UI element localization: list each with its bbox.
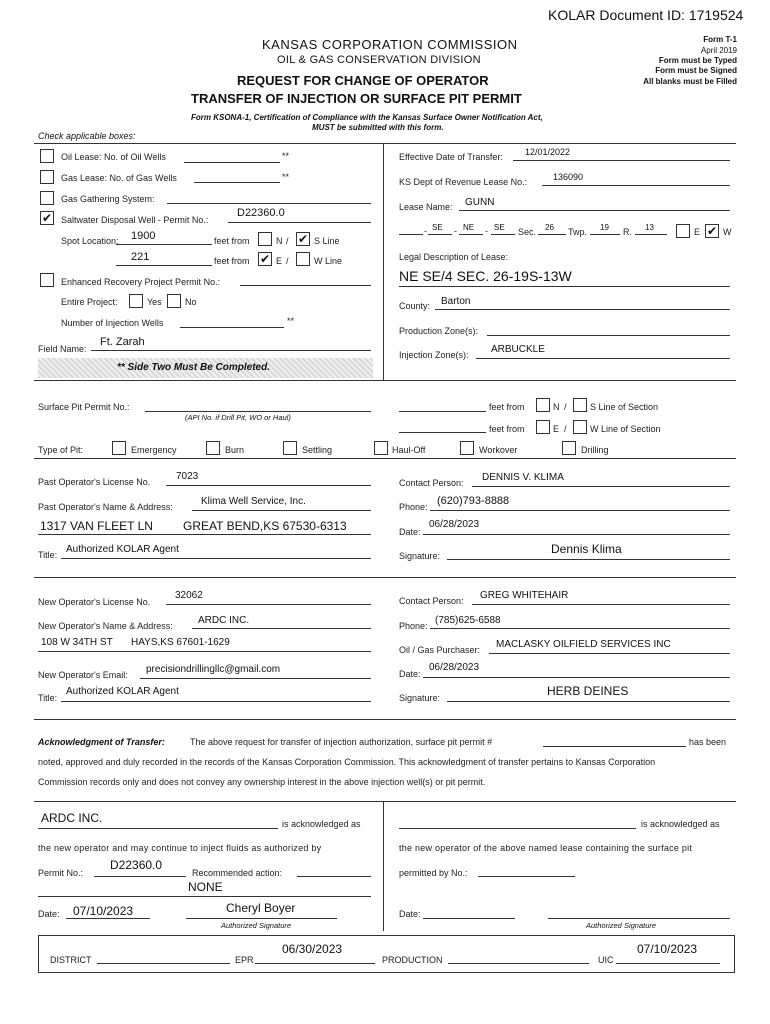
pit-feet-from-1: feet from [489, 402, 525, 412]
ack-permit-value: D22360.0 [110, 858, 163, 872]
past-signature: Dennis Klima [551, 542, 622, 556]
new-city: HAYS,KS 67601-1629 [131, 637, 230, 648]
ack-has-been: has been [689, 737, 727, 747]
surface-pit-line[interactable] [145, 411, 371, 412]
n-sep: / [286, 236, 289, 246]
pit-ft-2-line[interactable] [399, 432, 486, 433]
feet-from-2: feet from [214, 256, 250, 266]
past-phone-line[interactable] [430, 510, 730, 511]
ack-auth-sig-right: Authorized Signature [586, 921, 657, 930]
epr-line[interactable] [255, 963, 375, 964]
num-inj-wells-label: Number of Injection Wells [61, 318, 164, 328]
r-label: R. [623, 227, 632, 237]
field-name-value: Ft. Zarah [100, 336, 145, 348]
past-sig-line[interactable] [447, 559, 730, 560]
new-contact-line[interactable] [472, 604, 730, 605]
form-title-1: REQUEST FOR CHANGE OF OPERATOR [237, 73, 489, 88]
new-sig-label: Signature: [399, 693, 441, 703]
ack-left-is-ack: is acknowledged as [282, 819, 361, 829]
form-signed: Form must be Signed [655, 66, 737, 75]
r-line[interactable] [635, 234, 667, 235]
ack-permit-line[interactable] [543, 746, 686, 747]
new-contact-value: GREG WHITEHAIR [480, 590, 569, 601]
division-name: OIL & GAS CONSERVATION DIVISION [277, 54, 481, 66]
q1-value: SE [432, 223, 443, 232]
n-label: N [276, 236, 283, 246]
e-range-label: E [694, 227, 701, 237]
past-address-line[interactable] [38, 534, 371, 535]
lease-name-label: Lease Name: [399, 202, 453, 212]
enhanced-label: Enhanced Recovery Project Permit No.: [61, 277, 221, 287]
q0-line[interactable] [399, 234, 423, 235]
ksona-note-2: MUST be submitted with this form. [312, 123, 444, 132]
entire-project-label: Entire Project: [61, 297, 118, 307]
ack-text-3: Commission records only and does not convey any ownership interest in the above injection well(s) or pit permit. [38, 777, 486, 787]
new-purchaser-value: MACLASKY OILFIELD SERVICES INC [496, 639, 671, 650]
county-line[interactable] [435, 309, 730, 310]
ack-sig-right-line[interactable] [548, 918, 730, 919]
lease-name-line[interactable] [459, 210, 730, 211]
agency-name: KANSAS CORPORATION COMMISSION [262, 37, 518, 52]
ack-sig-left-line[interactable] [186, 918, 337, 919]
spot-ft-1: 1900 [131, 230, 156, 242]
q3-line[interactable] [491, 234, 515, 235]
past-license-label: Past Operator's License No. [38, 477, 151, 487]
new-signature: HERB DEINES [547, 684, 629, 698]
pit-feet-from-2: feet from [489, 424, 525, 434]
pit-sep-2: / [564, 424, 567, 434]
district-line[interactable] [97, 963, 230, 964]
ack-date-label-left: Date: [38, 909, 60, 919]
new-license-line[interactable] [166, 604, 371, 605]
gas-lease-checkbox[interactable] [40, 170, 54, 184]
w-line-label: W Line [314, 256, 343, 266]
e-checkbox[interactable]: ✔ [259, 252, 271, 266]
gas-gathering-checkbox[interactable] [40, 191, 54, 205]
ks-dept-line[interactable] [542, 185, 730, 186]
s-line-label: S Line [314, 236, 340, 246]
new-name-line[interactable] [192, 628, 371, 629]
emergency-label: Emergency [131, 445, 177, 455]
e-sep: / [286, 256, 289, 266]
spot-ft-2-line[interactable] [116, 265, 212, 266]
field-name-line[interactable] [91, 350, 371, 351]
production-line[interactable] [448, 963, 589, 964]
pit-w-label: W Line of Section [590, 424, 661, 434]
ack-auth-sig-left: Authorized Signature [221, 921, 292, 930]
w-range-label: W [723, 227, 732, 237]
new-title-value: Authorized KOLAR Agent [66, 686, 179, 697]
gas-wells-line[interactable] [194, 182, 280, 183]
gas-stars: ** [282, 172, 290, 182]
ack-right-text: the new operator of the above named lease containing the surface pit [399, 843, 693, 853]
no-label: No [185, 297, 197, 307]
sec-line[interactable] [538, 234, 566, 235]
oil-lease-label: Oil Lease: No. of Oil Wells [61, 152, 166, 162]
form-blanks: All blanks must be Filled [643, 77, 737, 86]
twp-value: 19 [600, 223, 609, 232]
s-checkbox[interactable]: ✔ [297, 232, 309, 246]
routing-box [38, 935, 735, 973]
ack-left-text: the new operator and may continue to inject fluids as authorized by [38, 843, 322, 853]
uic-date: 07/10/2023 [637, 942, 698, 956]
feet-from-1: feet from [214, 236, 250, 246]
past-license-line[interactable] [166, 485, 371, 486]
side-two-note: ** Side Two Must Be Completed. [117, 362, 270, 373]
ack-text-2: noted, approved and duly recorded in the records of the Kansas Corporation Commission. This acknowledgment of transfer pertains to Kansas Corporation [38, 757, 656, 767]
inj-stars: ** [287, 316, 295, 326]
w-checkbox[interactable] [296, 252, 310, 266]
form-number: Form T-1 [703, 35, 737, 44]
no-checkbox[interactable] [167, 294, 181, 308]
new-phone-value: (785)625-6588 [435, 615, 501, 626]
ks-dept-value: 136090 [553, 172, 584, 182]
divider-center [383, 143, 384, 380]
new-purchaser-line[interactable] [489, 653, 730, 654]
swd-checkbox[interactable]: ✔ [41, 211, 53, 225]
past-license-value: 7023 [176, 471, 199, 482]
ack-date-left-line[interactable] [66, 918, 150, 919]
county-label: County: [399, 301, 431, 311]
eff-date-label: Effective Date of Transfer: [399, 152, 503, 162]
e-label: E [276, 256, 283, 266]
ack-none: NONE [188, 880, 223, 894]
gas-gathering-line[interactable] [167, 203, 371, 204]
drilling-checkbox[interactable] [562, 441, 576, 455]
uic-line[interactable] [616, 963, 720, 964]
past-city: GREAT BEND,KS 67530-6313 [183, 519, 347, 533]
past-contact-label: Contact Person: [399, 478, 464, 488]
swd-label: Saltwater Disposal Well - Permit No.: [61, 215, 209, 225]
q1-line[interactable] [428, 234, 452, 235]
emergency-checkbox[interactable] [112, 441, 126, 455]
pit-e-label: E [553, 424, 560, 434]
dash-2: - [454, 226, 457, 236]
inj-zone-value: ARBUCKLE [491, 344, 545, 355]
production-label: PRODUCTION [382, 955, 443, 965]
new-name-value: ARDC INC. [198, 615, 250, 626]
enhanced-checkbox[interactable] [40, 273, 54, 287]
ack-rec-action-line[interactable] [297, 876, 371, 877]
pit-w-checkbox[interactable] [573, 420, 587, 434]
n-checkbox[interactable] [258, 232, 272, 246]
past-contact-value: DENNIS V. KLIMA [482, 472, 564, 483]
past-title-label: Title: [38, 550, 58, 560]
past-title-line[interactable] [61, 558, 371, 559]
prod-zone-label: Production Zone(s): [399, 326, 479, 336]
past-date-value: 06/28/2023 [429, 519, 480, 530]
ks-dept-label: KS Dept of Revenue Lease No.: [399, 177, 528, 187]
dash-3: - [485, 226, 488, 236]
gas-gathering-label: Gas Gathering System: [61, 194, 155, 204]
ack-date-right-line[interactable] [423, 918, 515, 919]
epr-date: 06/30/2023 [282, 942, 343, 956]
past-phone-value: (620)793-8888 [437, 495, 510, 507]
past-contact-line[interactable] [472, 486, 730, 487]
w-range-checkbox[interactable]: ✔ [706, 224, 718, 238]
form-title-2: TRANSFER OF INJECTION OR SURFACE PIT PERMIT [191, 91, 522, 106]
e-range-checkbox[interactable] [676, 224, 690, 238]
yes-label: Yes [147, 297, 162, 307]
past-title-value: Authorized KOLAR Agent [66, 544, 179, 555]
past-name-addr-label: Past Operator's Name & Address: [38, 502, 173, 512]
q2-line[interactable] [459, 234, 483, 235]
oil-stars: ** [282, 151, 290, 161]
past-date-label: Date: [399, 527, 421, 537]
new-email-value: precisiondrillingllc@gmail.com [146, 664, 281, 675]
new-address-line[interactable] [38, 651, 371, 652]
r-value: 13 [645, 223, 654, 232]
dash-1: - [424, 226, 427, 236]
new-date-label: Date: [399, 669, 421, 679]
past-sig-label: Signature: [399, 551, 441, 561]
oil-lease-checkbox[interactable] [40, 149, 54, 163]
oil-wells-line[interactable] [184, 162, 280, 163]
settling-label: Settling [302, 445, 333, 455]
gas-lease-label: Gas Lease: No. of Gas Wells [61, 173, 177, 183]
new-email-line[interactable] [140, 678, 371, 679]
check-boxes-label: Check applicable boxes: [38, 131, 136, 141]
district-label: DISTRICT [50, 955, 92, 965]
past-address: 1317 VAN FLEET LN [40, 519, 153, 533]
new-email-label: New Operator's Email: [38, 670, 128, 680]
ack-left-name: ARDC INC. [41, 811, 103, 825]
swd-permit-value: D22360.0 [237, 207, 285, 219]
new-title-label: Title: [38, 693, 58, 703]
divider-top [34, 143, 736, 144]
pit-sep-1: / [564, 402, 567, 412]
ack-permit-label: Permit No.: [38, 868, 84, 878]
burn-label: Burn [225, 445, 245, 455]
ack-divider-center [383, 801, 384, 931]
divider-section-4 [34, 719, 736, 720]
spot-location-label: Spot Location: [61, 236, 119, 246]
legal-desc-value: NE SE/4 SEC. 26-19S-13W [399, 268, 572, 284]
divider-section-5 [34, 801, 736, 802]
ack-permit-value-line[interactable] [94, 876, 186, 877]
ack-sig-left: Cheryl Boyer [226, 901, 296, 915]
pit-ft-1-line[interactable] [399, 411, 486, 412]
past-name-value: Klima Well Service, Inc. [201, 496, 306, 507]
past-date-line[interactable] [423, 534, 730, 535]
pit-n-checkbox[interactable] [536, 398, 550, 412]
ack-right-is-ack: is acknowledged as [641, 819, 720, 829]
drilling-label: Drilling [581, 445, 609, 455]
sec-value: 26 [545, 223, 554, 232]
new-date-line[interactable] [423, 677, 730, 678]
past-name-line[interactable] [192, 510, 371, 511]
eff-date-value: 12/01/2022 [525, 147, 571, 157]
form-typed: Form must be Typed [658, 56, 737, 65]
sec-label: Sec. [518, 227, 537, 237]
form-date: April 2019 [700, 46, 737, 55]
pit-n-label: N [553, 402, 560, 412]
settling-checkbox[interactable] [283, 441, 297, 455]
epr-label: EPR [235, 955, 254, 965]
pit-s-label: S Line of Section [590, 402, 659, 412]
past-phone-label: Phone: [399, 502, 428, 512]
new-license-value: 32062 [175, 590, 203, 601]
uic-label: UIC [598, 955, 614, 965]
q2-value: NE [463, 223, 475, 232]
api-note: (API No. if Drill Pit, WO or Haul) [185, 413, 291, 422]
eff-date-line[interactable] [513, 160, 730, 161]
haul-off-checkbox[interactable] [374, 441, 388, 455]
ack-date-left: 07/10/2023 [73, 904, 134, 918]
divider-section-3 [34, 577, 736, 578]
ack-right-name-line[interactable] [399, 828, 636, 829]
surface-pit-label: Surface Pit Permit No.: [38, 402, 130, 412]
divider-section-2 [34, 458, 736, 459]
new-name-addr-label: New Operator's Name & Address: [38, 621, 173, 631]
legal-desc-line[interactable] [399, 286, 730, 287]
inj-zone-label: Injection Zone(s): [399, 350, 469, 360]
ksona-note: Form KSONA-1, Certification of Compliance with the Kansas Surface Owner Notification Act, [191, 113, 543, 122]
new-phone-line[interactable] [430, 628, 730, 629]
type-of-pit-label: Type of Pit: [38, 445, 84, 455]
ack-text-1: The above request for transfer of injection authorization, surface pit permit # [190, 737, 493, 747]
twp-line[interactable] [590, 234, 620, 235]
divider-section-1 [34, 380, 736, 381]
ack-rec-action: Recommended action: [192, 868, 283, 878]
twp-label: Twp. [568, 227, 588, 237]
new-contact-label: Contact Person: [399, 596, 464, 606]
q3-value: SE [494, 223, 505, 232]
ack-permitted-by-line[interactable] [478, 876, 575, 877]
new-phone-label: Phone: [399, 621, 428, 631]
pit-e-checkbox[interactable] [536, 420, 550, 434]
ack-none-line[interactable] [38, 896, 371, 897]
yes-checkbox[interactable] [129, 294, 143, 308]
spot-ft-1-line[interactable] [116, 244, 212, 245]
document-id: KOLAR Document ID: 1719524 [548, 7, 744, 23]
lease-name-value: GUNN [465, 197, 495, 208]
enhanced-line[interactable] [240, 285, 371, 286]
new-sig-line[interactable] [447, 701, 730, 702]
swd-permit-line[interactable] [228, 222, 371, 223]
new-license-label: New Operator's License No. [38, 597, 151, 607]
num-inj-wells-line[interactable] [180, 327, 284, 328]
new-date-value: 06/28/2023 [429, 662, 480, 673]
field-name-label: Field Name: [38, 344, 87, 354]
ack-left-name-line[interactable] [38, 828, 278, 829]
new-title-line[interactable] [61, 701, 371, 702]
workover-label: Workover [479, 445, 518, 455]
ack-permitted-by: permitted by No.: [399, 868, 468, 878]
new-purchaser-label: Oil / Gas Purchaser: [399, 645, 481, 655]
ack-date-label-right: Date: [399, 909, 421, 919]
pit-s-checkbox[interactable] [573, 398, 587, 412]
burn-checkbox[interactable] [206, 441, 220, 455]
legal-desc-label: Legal Description of Lease: [399, 252, 509, 262]
inj-zone-line[interactable] [476, 358, 730, 359]
haul-off-label: Haul-Off [392, 445, 426, 455]
spot-ft-2: 221 [131, 251, 150, 263]
new-address: 108 W 34TH ST [41, 637, 113, 648]
ack-heading: Acknowledgment of Transfer: [38, 737, 165, 747]
workover-checkbox[interactable] [460, 441, 474, 455]
county-value: Barton [441, 296, 471, 307]
prod-zone-line[interactable] [487, 335, 730, 336]
